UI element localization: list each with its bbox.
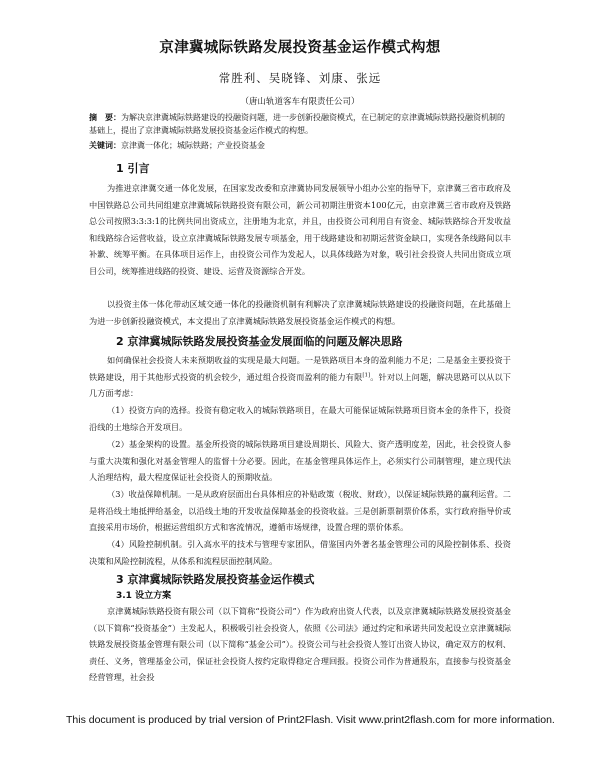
trial-watermark-footer: This document is produced by trial version of Print2Flash. Visit www.print2flash.com for more information. <box>66 714 555 726</box>
paragraph-text: 如何确保社会投资人未来预期收益的实现是最大问题。一是铁路项目本身的盈利能力不足；二是基金主要投资于铁路建设，用于其他形式投资的机会较少，通过组合投资而盈利的能力有限 <box>89 355 511 382</box>
list-item: （1）投资方向的选择。投资有稳定收入的城际铁路项目，在最大可能保证城际铁路项目资本金的条件下，投资沿线的土地综合开发项目。 <box>89 405 511 432</box>
paragraph: 京津冀城际铁路投资有限公司（以下简称“投资公司”）作为政府出资人代表，以及京津冀城际铁路发展投资基金（以下简称“投资基金”）主发起人，积极吸引社会投资人，依照《公司法》通过约定和承诺共同发起设立京津冀城际铁路发展投资基金管理有限公司（以下简称“基金公司”）。投资公司与社会投资人签订出资人协议，确定双方的权利、责任、义务，管理基金公司，保证社会投资人按约定取得稳定合理回报。投资公司作为普通股东，直接参与投资基金经营管理，社会投 <box>89 606 511 683</box>
subsection-heading: 3.1 设立方案 <box>116 591 172 601</box>
authors: 常胜利、吴晓锋、刘康、张远 <box>218 71 382 85</box>
citation-ref: [1] <box>362 371 371 378</box>
section-1-heading: 1 引言 <box>116 162 150 175</box>
keywords <box>89 139 511 152</box>
abstract-label: 摘 要： <box>89 113 121 122</box>
section-2-heading: 2 京津冀城际铁路发展投资基金发展面临的问题及解决思路 <box>116 335 403 348</box>
abstract-text: 为解决京津冀城际铁路建设的投融资问题，进一步创新投融资模式，在已制定的京津冀城际铁路投融资机制的基础上，提出了京津冀城际铁路发展投资基金运作模式的构想。 <box>89 113 505 135</box>
list-item: （2）基金架构的设置。基金所投资的城际铁路项目建设周期长、风险大、资产透明度差，因此，社会投资人参与重大决策和强化对基金管理人的监督十分必要。因此，在基金管理具体运作上，必须实行公司制管理，建立现代法人治理结构，最大程度保证社会投资人的预期收益。 <box>89 439 511 483</box>
keywords-text: 京津冀一体化；城际铁路；产业投资基金 <box>121 141 265 150</box>
paragraph: 为推进京津冀交通一体化发展，在国家发改委和京津冀协同发展领导小组办公室的指导下，京津冀三省市政府及中国铁路总公司共同组建京津冀城际铁路投资有限公司，新公司初期注册资本100亿元，由京津冀三省市政府及铁路总公司按照3:3:3:1的比例共同出资成立，注册地为北京，并且，由投资公司利用自有资金、城际铁路综合开发收益和线路综合运营收益，设立京津冀城际铁路发展专项基金，用于线路建设和初期运营资金缺口，实现各条线路间以丰补歉、统筹平衡。在具体项目运作上，由投资公司作为发起人，以具体线路为对象，吸引社会投资人共同出资成立项目公司，统筹推进线路的投资、建设、运营及资源综合开发。 <box>89 183 511 276</box>
affiliation: （唐山轨道客车有限责任公司） <box>240 97 360 107</box>
paper-title: 京津冀城际铁路发展投资基金运作模式构想 <box>159 40 441 56</box>
keywords-label: 关键词： <box>89 141 121 150</box>
list-item: （3）收益保障机制。一是从政府层面出台具体相应的补贴政策（税收、财政），以保证城际铁路的赢利运营。二是将沿线土地抵押给基金，以沿线土地的开发收益保障基金的投资收益。三是创新票制票价体系，实行政府指导价或直接采用市场价，根据运营组织方式和客流情况，遵循市场规律，设置合理的票价体系。 <box>89 489 511 533</box>
paragraph-text: 。针对以上问题，解决思路可以从以下几方面考虑： <box>89 371 511 399</box>
abstract <box>89 111 511 137</box>
paragraph: 以投资主体一体化带动区域交通一体化的投融资机制有利解决了京津冀城际铁路建设的投融资问题，在此基础上为进一步创新投融资模式，本文提出了京津冀城际铁路发展投资基金运作模式的构想。 <box>89 299 511 326</box>
paragraph <box>89 352 511 402</box>
list-item: （4）风险控制机制。引入高水平的技术与管理专家团队，借鉴国内外著名基金管理公司的风险控制体系、投资决策和风险控制流程，从体系和流程层面控制风险。 <box>89 539 511 566</box>
section-3-heading: 3 京津冀城际铁路发展投资基金运作模式 <box>116 573 315 586</box>
